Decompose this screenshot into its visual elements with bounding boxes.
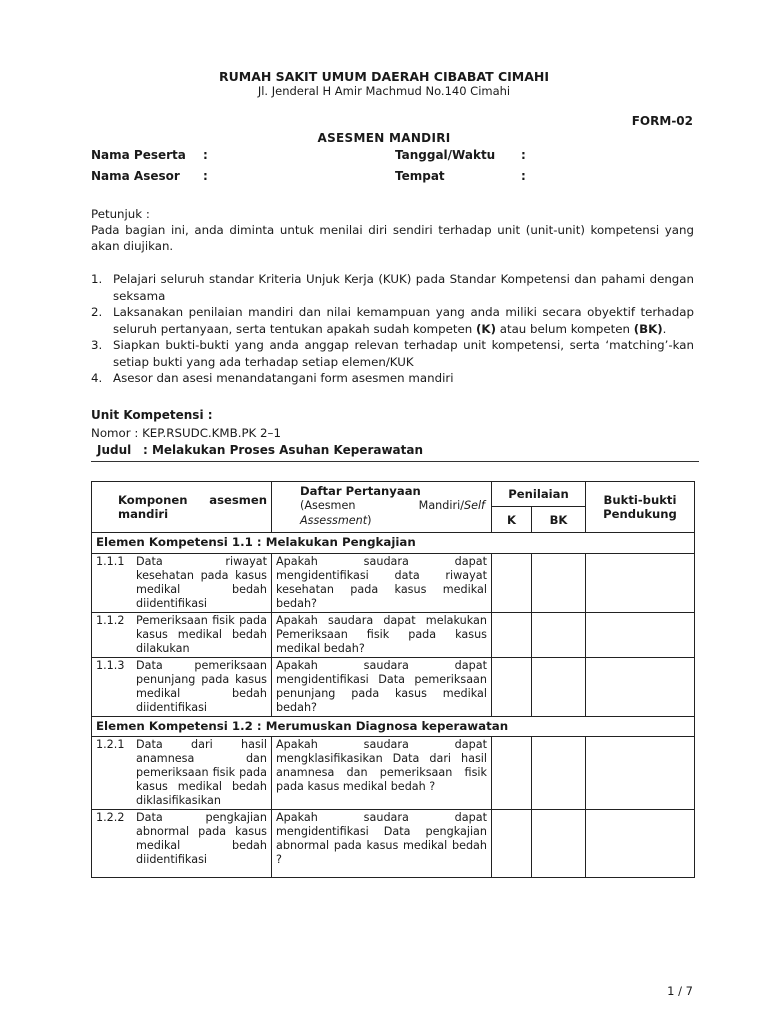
pertanyaan-cell: Apakah saudara dapat melakukan Pemeriksaan fisik pada kasus medikal bedah? — [272, 613, 492, 658]
col-daftar-header: Daftar Pertanyaan (Asesmen Mandiri/Self Assessment) — [272, 482, 492, 533]
instruction-step: 2. Laksanakan penilaian mandiri dan nilai kemampuan yang anda miliki secara obyektif terhadap seluruh pertanyaan, serta tentukan apakah sudah kompeten (K) atau belum kompeten (BK). — [91, 305, 694, 336]
divider — [91, 461, 699, 462]
field-tanggal-waktu-label: Tanggal/Waktu — [395, 148, 496, 162]
instruction-step: 4. Asesor dan asesi menandatangani form asesmen mandiri — [91, 371, 454, 385]
bk-checkbox[interactable] — [532, 810, 586, 878]
institution-name: RUMAH SAKIT UMUM DAERAH CIBABAT CIMAHI — [218, 69, 549, 84]
institution-address: Jl. Jenderal H Amir Machmud No.140 Cimahi — [257, 84, 511, 98]
bukti-input[interactable] — [586, 810, 695, 878]
bukti-input[interactable] — [586, 613, 695, 658]
field-nama-peserta-label: Nama Peserta — [91, 148, 186, 162]
field-colon: : — [521, 148, 526, 162]
k-checkbox[interactable] — [492, 658, 532, 717]
instruction-step: 3. Siapkan bukti-bukti yang anda anggap relevan terhadap unit kompetensi, serta ‘matching’-kan setiap bukti yang ada terhadap setiap elemen/KUK — [91, 338, 694, 369]
col-k-header: K — [492, 507, 532, 533]
page-number: 1 / 7 — [667, 984, 693, 998]
k-checkbox[interactable] — [492, 554, 532, 613]
assessment-table — [91, 481, 695, 878]
bk-checkbox[interactable] — [532, 658, 586, 717]
komponen-cell: 1.2.1 Data dari hasil anamnesa dan pemeriksaan fisik pada kasus medikal bedah diklasifikasikan — [92, 737, 272, 810]
table-row — [92, 737, 695, 810]
pertanyaan-cell: Apakah saudara dapat mengklasifikasikan Data dari hasil anamnesa dan pemeriksaan fisik pada kasus medikal bedah ? — [272, 737, 492, 810]
pertanyaan-cell: Apakah saudara dapat mengidentifikasi data riwayat kesehatan pada kasus medikal bedah? — [272, 554, 492, 613]
form-number: FORM-02 — [631, 114, 693, 128]
col-bukti-header: Bukti-bukti Pendukung — [586, 482, 695, 533]
komponen-cell: 1.2.2 Data pengkajian abnormal pada kasus medikal bedah diidentifikasi — [92, 810, 272, 878]
unit-nomor: Nomor : KEP.RSUDC.KMB.PK 2–1 — [91, 426, 281, 440]
k-checkbox[interactable] — [492, 810, 532, 878]
document-title: ASESMEN MANDIRI — [317, 131, 451, 145]
komponen-cell: 1.1.2 Pemeriksaan fisik pada kasus medikal bedah dilakukan — [92, 613, 272, 658]
petunjuk-label: Petunjuk : — [91, 207, 150, 221]
field-tempat-label: Tempat — [395, 169, 445, 183]
komponen-cell: 1.1.1 Data riwayat kesehatan pada kasus medikal bedah diidentifikasi — [92, 554, 272, 613]
instruction-step: 1. Pelajari seluruh standar Kriteria Unjuk Kerja (KUK) pada Standar Kompetensi dan pahami dengan seksama — [91, 272, 694, 303]
col-penilaian-header: Penilaian — [492, 482, 586, 507]
judul-label: Judul — [97, 443, 132, 457]
field-nama-asesor-label: Nama Asesor — [91, 169, 180, 183]
bukti-input[interactable] — [586, 658, 695, 717]
field-colon: : — [203, 148, 208, 162]
element-heading: Elemen Kompetensi 1.1 : Melakukan Pengkajian — [92, 533, 695, 554]
k-checkbox[interactable] — [492, 737, 532, 810]
field-colon: : — [521, 169, 526, 183]
table-row — [92, 554, 695, 613]
judul-value: : Melakukan Proses Asuhan Keperawatan — [143, 443, 424, 457]
field-colon: : — [203, 169, 208, 183]
bk-checkbox[interactable] — [532, 554, 586, 613]
instruction-list — [91, 271, 694, 387]
pertanyaan-cell: Apakah saudara dapat mengidentifikasi Data pemeriksaan penunjang pada kasus medikal bedah? — [272, 658, 492, 717]
unit-kompetensi-label: Unit Kompetensi : — [91, 408, 213, 422]
bk-checkbox[interactable] — [532, 737, 586, 810]
bukti-input[interactable] — [586, 554, 695, 613]
col-komponen-header: Komponen asesmen mandiri — [92, 482, 272, 533]
table-row — [92, 658, 695, 717]
col-bk-header: BK — [532, 507, 586, 533]
pertanyaan-cell: Apakah saudara dapat mengidentifikasi Data pengkajian abnormal pada kasus medikal bedah ? — [272, 810, 492, 878]
bukti-input[interactable] — [586, 737, 695, 810]
table-row — [92, 810, 695, 878]
k-checkbox[interactable] — [492, 613, 532, 658]
petunjuk-intro: Pada bagian ini, anda diminta untuk menilai diri sendiri terhadap unit (unit-unit) kompetensi yang akan diujikan. — [91, 223, 694, 253]
element-heading: Elemen Kompetensi 1.2 : Merumuskan Diagnosa keperawatan — [92, 717, 695, 737]
bk-checkbox[interactable] — [532, 613, 586, 658]
komponen-cell: 1.1.3 Data pemeriksaan penunjang pada kasus medikal bedah diidentifikasi — [92, 658, 272, 717]
table-row — [92, 613, 695, 658]
